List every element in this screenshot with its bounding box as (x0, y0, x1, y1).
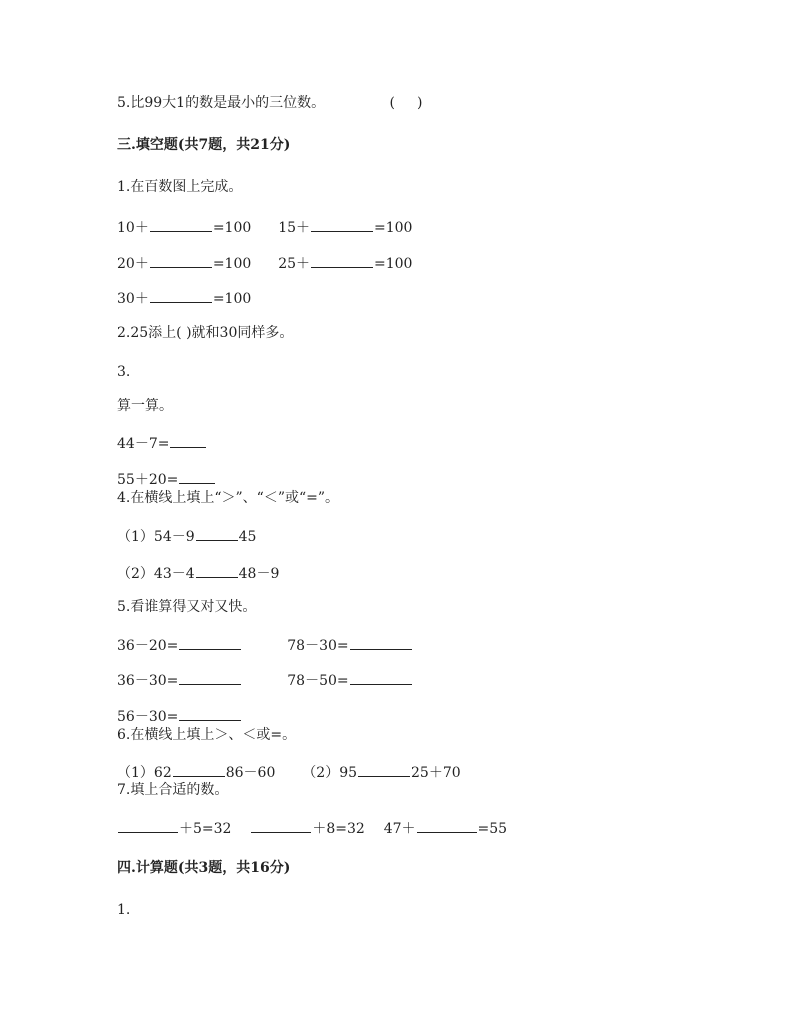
answer-parentheses[interactable]: ( ) (389, 95, 423, 111)
q5-row-2: 36－30= 78－50= (117, 670, 413, 690)
answer-blank[interactable] (350, 670, 412, 685)
q6-items: （1）62 86－60 （2）95 25＋70 (117, 762, 461, 782)
q4-item-1: （1）54－9 45 (117, 526, 256, 546)
q6-title: 6.在横线上填上＞、＜或=。 (117, 727, 297, 743)
q3-item-1: 44－7= (117, 433, 207, 453)
answer-blank[interactable] (150, 288, 212, 303)
answer-blank[interactable] (170, 433, 206, 448)
q2-text: 2.25添上( )就和30同样多。 (117, 325, 294, 341)
answer-blank[interactable] (179, 635, 241, 650)
q1-title: 1.在百数图上完成。 (117, 179, 243, 195)
answer-blank[interactable] (179, 706, 241, 721)
answer-blank[interactable] (311, 253, 373, 268)
answer-blank[interactable] (179, 469, 215, 484)
answer-blank[interactable] (179, 670, 241, 685)
q1-row-1: 10＋ =100 15＋ =100 (117, 217, 412, 237)
q7-items: ＋5=32 ＋8=32 47＋ =55 (117, 818, 507, 838)
answer-blank[interactable] (251, 818, 311, 833)
answer-blank[interactable] (196, 526, 238, 541)
answer-blank[interactable] (350, 635, 412, 650)
q4-item-2: （2）43－4 48－9 (117, 563, 279, 583)
answer-blank[interactable] (311, 217, 373, 232)
q1-row-2: 20＋ =100 25＋ =100 (117, 253, 412, 273)
section-4-q1-number: 1. (117, 902, 131, 918)
q3-title: 算一算。 (117, 398, 173, 414)
section-4-title: 四.计算题(共3题，共16分) (117, 860, 291, 876)
answer-blank[interactable] (196, 563, 238, 578)
answer-blank[interactable] (358, 762, 410, 777)
question-5-previous (117, 94, 422, 112)
q5-title: 5.看谁算得又对又快。 (117, 599, 257, 615)
q3-number: 3. (117, 364, 131, 380)
q4-title: 4.在横线上填上“＞”、“＜”或“=”。 (117, 490, 340, 506)
question-text: 5.比99大1的数是最小的三位数。 (117, 95, 326, 111)
q5-row-3: 56－30= (117, 706, 242, 726)
answer-blank[interactable] (118, 818, 178, 833)
answer-blank[interactable] (150, 217, 212, 232)
section-3-title: 三.填空题(共7题，共21分) (117, 137, 291, 153)
q7-title: 7.填上合适的数。 (117, 782, 229, 798)
q3-item-2: 55＋20= (117, 469, 216, 489)
answer-blank[interactable] (417, 818, 477, 833)
q5-row-1: 36－20= 78－30= (117, 635, 413, 655)
q1-row-3: 30＋ =100 (117, 288, 251, 308)
answer-blank[interactable] (173, 762, 225, 777)
answer-blank[interactable] (150, 253, 212, 268)
